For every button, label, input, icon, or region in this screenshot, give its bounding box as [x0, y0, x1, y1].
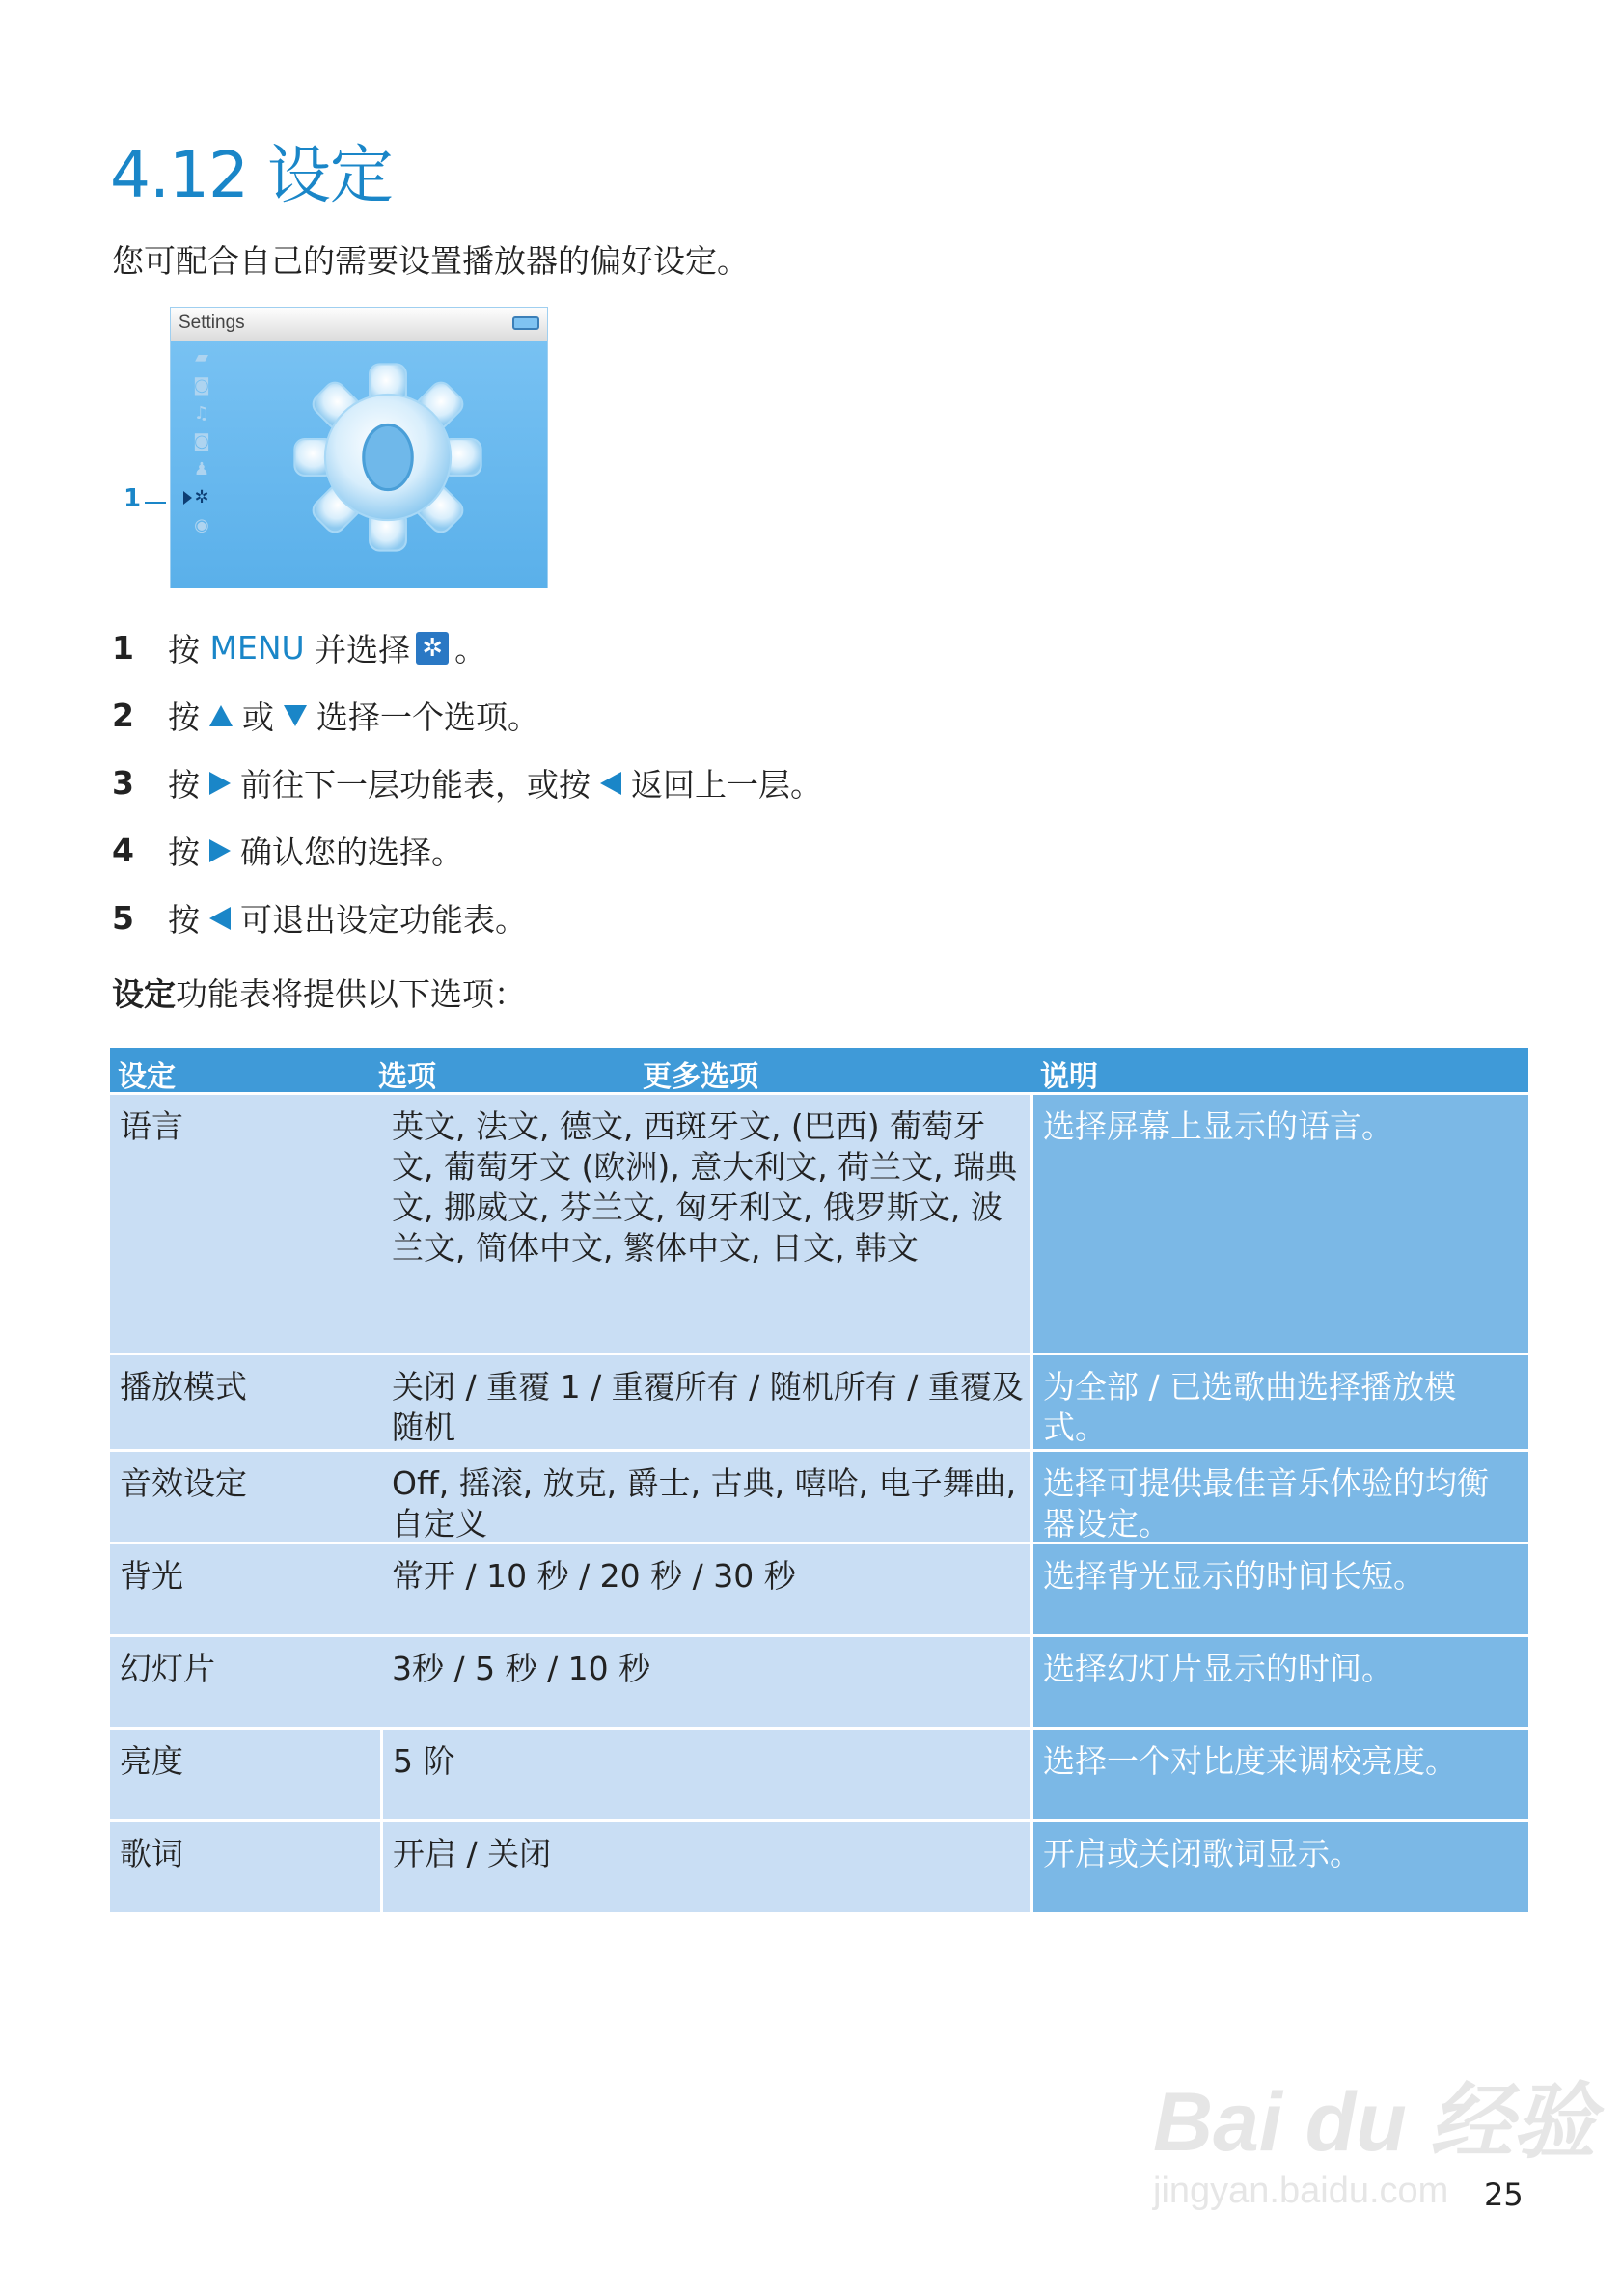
device-screenshot: [170, 307, 548, 588]
left-arrow-icon: [209, 907, 231, 930]
baidu-watermark-url: jingyan.baidu.com: [1153, 2171, 1449, 2211]
right-arrow-icon: [209, 839, 231, 862]
header-setting: 设定: [118, 1060, 176, 1094]
music-icon: ♫: [193, 403, 210, 424]
table-row: 音效设定 Off, 摇滚, 放克, 爵士, 古典, 嘻哈, 电子舞曲, 自定义 选择可提供最佳音乐体验的均衡器设定。: [110, 1449, 1528, 1542]
options-intro: 设定功能表将提供以下选项：: [112, 975, 526, 1013]
table-row: 播放模式 关闭 / 重覆 1 / 重覆所有 / 随机所有 / 重覆及随机 为全部 / 已选歌曲选择播放模式。: [110, 1353, 1528, 1449]
table-row: 语言 英文, 法文, 德文, 西斑牙文, (巴西) 葡萄牙文, 葡萄牙文 (欧洲), 意大利文, 荷兰文, 瑞典文, 挪威文, 芬兰文, 匈牙利文, 俄罗斯文, 波兰文, 简体中文, 繁体中文, 日文, 韩文 选择屏幕上显示的语言。: [110, 1092, 1528, 1353]
table-row: 幻灯片 3秒 / 5 秒 / 10 秒 选择幻灯片显示的时间。: [110, 1634, 1528, 1727]
step-3: 3 按 前往下一层功能表，或按 返回上一层。: [112, 764, 822, 804]
table-header: [110, 1048, 1528, 1092]
device-title-bar: [171, 308, 547, 341]
settings-icon: ✲: [194, 487, 209, 507]
step-1: 1 按 MENU 并选择 ✲ 。: [112, 629, 487, 669]
down-arrow-icon: [284, 705, 307, 726]
table-row: 背光 常开 / 10 秒 / 20 秒 / 30 秒 选择背光显示的时间长短。: [110, 1542, 1528, 1634]
camera-icon: ◙: [193, 375, 210, 396]
callout-line: [145, 502, 166, 504]
page-number: 25: [1484, 2176, 1524, 2213]
baidu-watermark: Bai du 经验: [1153, 2076, 1596, 2169]
step-2: 2 按 或 选择一个选项。: [112, 697, 539, 736]
header-description: 说明: [1040, 1060, 1098, 1094]
large-gear-icon: [287, 356, 489, 559]
settings-gear-icon: ✲: [416, 632, 449, 665]
settings-table: [110, 1048, 1528, 1912]
device-menu-icons: [192, 348, 215, 544]
table-row: 歌词 开启 / 关闭 开启或关闭歌词显示。: [110, 1819, 1528, 1912]
up-arrow-icon: [209, 705, 233, 726]
menu-key: MENU: [209, 629, 305, 667]
intro-text: 您可配合自己的需要设置播放器的偏好设定。: [112, 242, 749, 280]
callout-number: 1: [124, 484, 142, 513]
video-icon: ▰: [195, 347, 208, 368]
step-5: 5 按 可退出设定功能表。: [112, 899, 527, 939]
step-4: 4 按 确认您的选择。: [112, 832, 463, 871]
left-arrow-icon: [600, 772, 621, 795]
microphone-icon: ♟: [193, 459, 210, 479]
header-options: 选项: [378, 1060, 436, 1094]
play-icon: ◉: [194, 515, 209, 535]
header-more-options: 更多选项: [643, 1060, 758, 1094]
battery-icon: [512, 316, 539, 330]
section-heading: 4.12 设定: [110, 138, 393, 212]
device-title: Settings: [179, 313, 245, 333]
right-arrow-icon: [209, 772, 231, 795]
photo-icon: ◙: [193, 431, 210, 451]
callout-arrow-icon: [183, 491, 192, 505]
table-row: 亮度 5 阶 选择一个对比度来调校亮度。: [110, 1727, 1528, 1819]
